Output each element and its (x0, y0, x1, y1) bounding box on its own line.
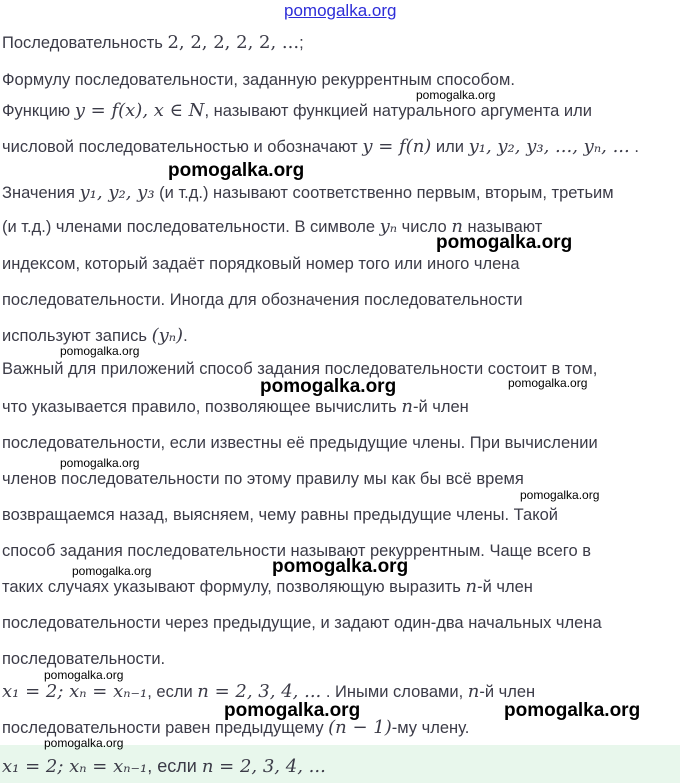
text-line: членов последовательности по этому правилу мы как бы всё время (2, 470, 524, 488)
text-line: способ задания последовательности называют рекуррентным. Чаще всего в (2, 542, 591, 560)
watermark-link[interactable]: pomogalka.org (284, 1, 397, 20)
math-expression: (n − 1) (328, 717, 392, 738)
watermark: pomogalka.org (44, 668, 124, 682)
math-expression: n = 2, 3, 4, ... (197, 681, 322, 702)
text-line: последовательности через предыдущие, и задают один-два начальных члена (2, 614, 602, 632)
watermark: pomogalka.org (72, 564, 152, 578)
watermark: pomogalka.org (60, 456, 140, 470)
watermark: pomogalka.org (260, 376, 397, 397)
text-line: Формулу последовательности, заданную рекуррентным способом. (2, 71, 515, 89)
text-line: таких случаях указывают формулу, позволяющую выразить n-й член (2, 576, 533, 597)
math-expression: y = f(x), x ∈ N (74, 100, 205, 121)
text-line: возвращаемся назад, выясняем, чему равны предыдущие члены. Такой (2, 506, 558, 524)
math-expression: y = f(n) (362, 136, 432, 157)
math-expression: n (467, 681, 480, 702)
math-expression: n (401, 396, 413, 417)
math-expression: (yₙ) (151, 325, 184, 346)
watermark: pomogalka.org (272, 556, 409, 577)
watermark: pomogalka.org (504, 700, 641, 721)
text-line: Последовательность 2, 2, 2, 2, 2, ...; (2, 32, 304, 53)
answer-line: x₁ = 2; xₙ = xₙ₋₁, если n = 2, 3, 4, ... (2, 756, 326, 777)
watermark: pomogalka.org (508, 376, 588, 390)
math-expression: 2, 2, 2, 2, 2, ... (167, 32, 300, 53)
watermark: pomogalka.org (60, 344, 140, 358)
text-line: что указывается правило, позволяющее вычислить n-й член (2, 396, 469, 417)
text-line: числовой последовательностью и обозначают y = f(n) или y₁, y₂, y₃, ..., yₙ, ... . (2, 136, 639, 157)
text-line: Значения y₁, y₂, y₃ (и т.д.) называют соответственно первым, вторым, третьим (2, 182, 614, 203)
text-line: Функцию y = f(x), x ∈ N, называют функцией натурального аргумента или (2, 100, 592, 121)
text-line: последовательности равен предыдущему (n − 1)-му члену. (2, 717, 470, 738)
text-line: Важный для приложений способ задания последовательности состоит в том, (2, 360, 598, 378)
text-line: x₁ = 2; xₙ = xₙ₋₁, если n = 2, 3, 4, ... . Иными словами, n-й член (2, 681, 536, 702)
watermark: pomogalka.org (436, 232, 573, 253)
text-line: последовательности. Иногда для обозначения последовательности (2, 291, 523, 309)
math-expression: x₁ = 2; xₙ = xₙ₋₁ (2, 681, 148, 702)
math-expression: yₙ (379, 216, 398, 237)
watermark: pomogalka.org (416, 88, 496, 102)
text-line: последовательности, если известны её предыдущие члены. При вычислении (2, 434, 598, 452)
text-line: используют запись (yₙ). (2, 325, 188, 346)
math-expression: y₁, y₂, y₃, ..., yₙ, ... (468, 136, 630, 157)
text-line: последовательности. (2, 650, 166, 668)
math-expression: y₁, y₂, y₃ (79, 182, 155, 203)
math-expression: n (451, 216, 463, 237)
math-expression: x₁ = 2; xₙ = xₙ₋₁ (2, 756, 148, 777)
text-line: индексом, который задаёт порядковый номер того или иного члена (2, 255, 520, 273)
watermark: pomogalka.org (168, 160, 305, 181)
watermark: pomogalka.org (520, 488, 600, 502)
math-expression: n = 2, 3, 4, ... (201, 756, 326, 777)
math-expression: n (465, 576, 478, 597)
watermark: pomogalka.org (224, 700, 361, 721)
text-line: (и т.д.) членами последовательности. В символе yₙ число n называют (2, 216, 543, 237)
watermark: pomogalka.org (44, 736, 124, 750)
